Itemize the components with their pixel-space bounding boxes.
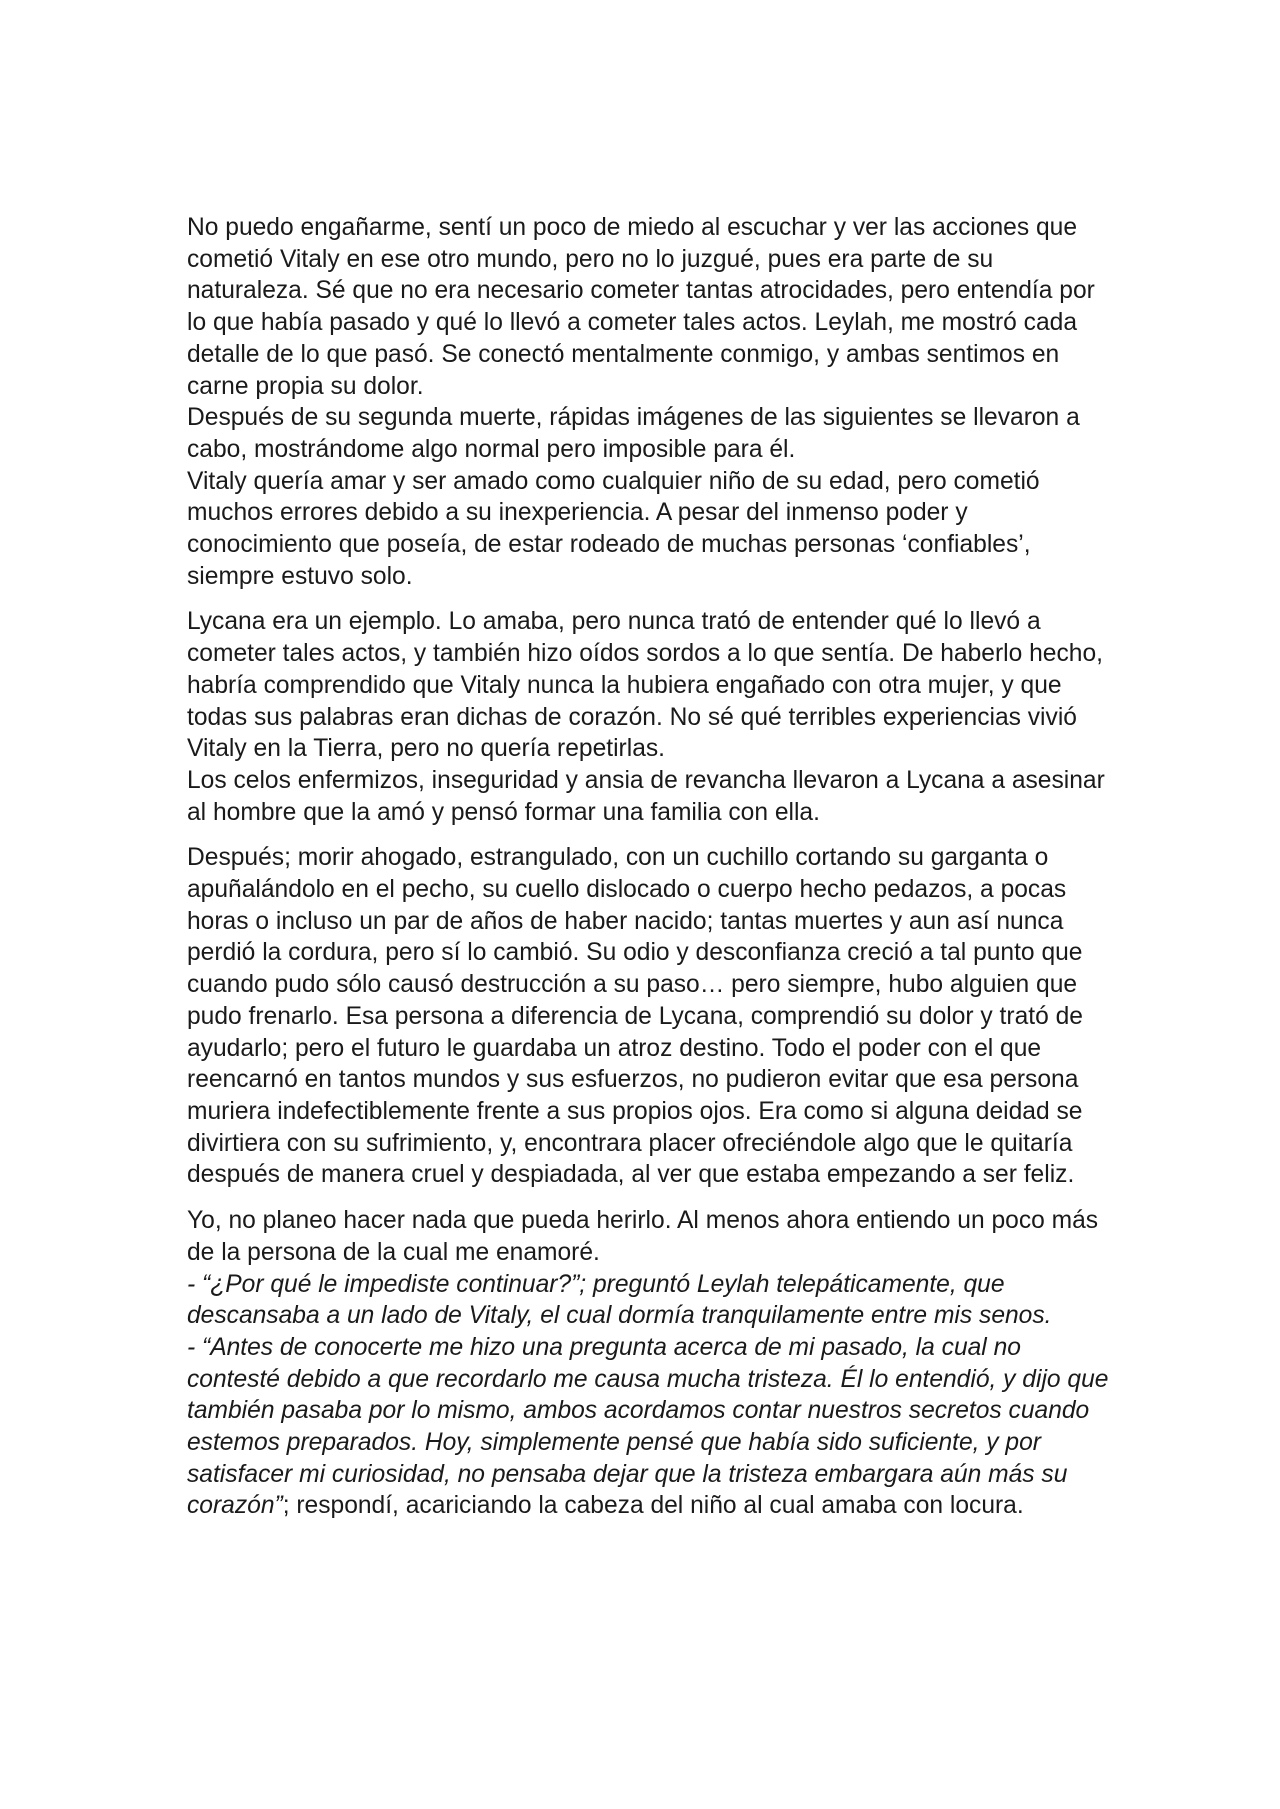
document-body: [187, 212, 1117, 1522]
paragraph-3: Vitaly quería amar y ser amado como cualquier niño de su edad, pero cometió muchos errores debido a su inexperiencia. A pesar del inmenso poder y conocimiento que poseía, de estar rodeado de muchas personas ‘confiables’, siempre estuvo solo.: [187, 467, 1040, 590]
paragraph-7: Yo, no planeo hacer nada que pueda herirlo. Al menos ahora entiendo un poco más de la persona de la cual me enamoré.: [187, 1207, 1099, 1266]
paragraph-4: Lycana era un ejemplo. Lo amaba, pero nunca trató de entender qué lo llevó a cometer tales actos, y también hizo oídos sordos a lo que sentía. De haberlo hecho, habría comprendido que Vitaly nunca la hubiera engañado con otra mujer, y que todas sus palabras eran dichas de corazón. No sé qué terribles experiencias vivió Vitaly en la Tierra, pero no quería repetirlas.: [187, 608, 1103, 763]
paragraph-2: Después de su segunda muerte, rápidas imágenes de las siguientes se llevaron a cabo, mostrándome algo normal pero imposible para él.: [187, 404, 1080, 463]
dialogue-line-2: - “Antes de conocerte me hizo una pregunta acerca de mi pasado, la cual no contesté debido a que recordarlo me causa mucha tristeza. Él lo entendió, y dijo que también pasaba por lo mismo, ambos acordamos contar nuestros secretos cuando estemos preparados. Hoy, simplemente pensé que había sido suficiente, y por satisfacer mi curiosidad, no pensaba dejar que la tristeza embargara aún más su corazón”; respondí, acariciando la cabeza del niño al cual amaba con locura.: [187, 1333, 1109, 1520]
paragraph-5: Los celos enfermizos, inseguridad y ansia de revancha llevaron a Lycana a asesinar al hombre que la amó y pensó formar una familia con ella.: [187, 766, 1105, 826]
paragraph-1: No puedo engañarme, sentí un poco de miedo al escuchar y ver las acciones que cometió Vitaly en ese otro mundo, pero no lo juzgué, pues era parte de su naturaleza. Sé que no era necesario cometer tantas atrocidades, pero entendía por lo que había pasado y qué lo llevó a cometer tales actos. Leylah, me mostró cada detalle de lo que pasó. Se conectó mentalmente conmigo, y ambas sentimos en carne propia su dolor.: [187, 214, 1095, 400]
paragraph-6: Después; morir ahogado, estrangulado, con un cuchillo cortando su garganta o apuñalándolo en el pecho, su cuello dislocado o cuerpo hecho pedazos, a pocas horas o incluso un par de años de haber nacido; tantas muertes y aun así nunca perdió la cordura, pero sí lo cambió. Su odio y desconfianza creció a tal punto que cuando pudo sólo causó destrucción a su paso… pero siempre, hubo alguien que pudo frenarlo. Esa persona a diferencia de Lycana, comprendió su dolor y trató de ayudarlo; pero el futuro le guardaba un atroz destino. Todo el poder con el que reencarnó en tantos mundos y sus esfuerzos, no pudieron evitar que esa persona muriera indefectiblemente frente a sus propios ojos. Era como si alguna deidad se divirtiera con su sufrimiento, y, encontrara placer ofreciéndole algo que le quitaría después de manera cruel y despiadada, al ver que estaba empezando a ser feliz.: [187, 844, 1083, 1189]
dialogue-line-1: - “¿Por qué le impediste continuar?”; preguntó Leylah telepáticamente, que descansaba a un lado de Vitaly, el cual dormía tranquilamente entre mis senos.: [187, 1270, 1052, 1330]
